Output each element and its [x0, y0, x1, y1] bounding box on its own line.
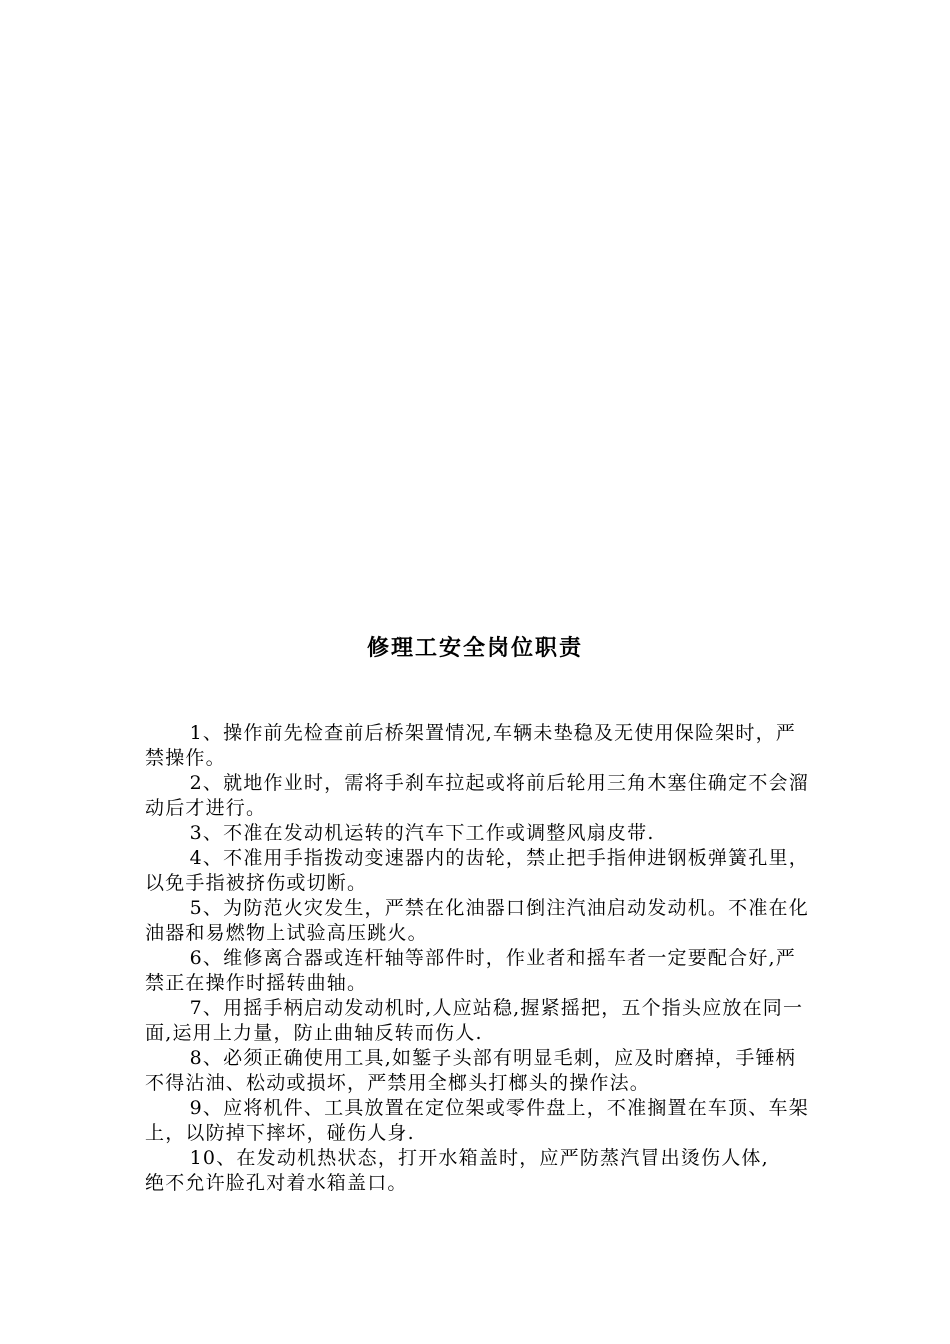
paragraph-5: 5、为防范火灾发生，严禁在化油器口倒注汽油启动发动机。不准在化油器和易燃物上试验高压跳火。: [145, 897, 809, 944]
paragraph-7: 7、用摇手柄启动发动机时,人应站稳,握紧摇把，五个指头应放在同一面,运用上力量，防止曲轴反转而伤人.: [145, 997, 804, 1044]
paragraph-2: 2、就地作业时，需将手刹车拉起或将前后轮用三角木塞住确定不会溜动后才进行。: [145, 772, 809, 819]
paragraph-9: 9、应将机件、工具放置在定位架或零件盘上，不准搁置在车顶、车架上，以防掉下摔坏，碰伤人身.: [145, 1097, 809, 1144]
document-body: [145, 721, 810, 1196]
closing-line: 绝不允许脸孔对着水箱盖口。: [145, 1172, 408, 1194]
paragraph-1: 1、操作前先检查前后桥架置情况,车辆未垫稳及无使用保险架时，严禁操作。: [145, 722, 796, 769]
paragraph-3: 3、不准在发动机运转的汽车下工作或调整风扇皮带.: [189, 822, 655, 844]
paragraph-8: 8、必须正确使用工具,如錾子头部有明显毛刺，应及时磨掉，手锤柄不得沾油、松动或损坏，严禁用全榔头打榔头的操作法。: [145, 1047, 796, 1094]
page-title: 修理工安全岗位职责: [366, 635, 583, 661]
paragraph-6: 6、维修离合器或连杆轴等部件时，作业者和摇车者一定要配合好,严禁正在操作时摇转曲轴。: [145, 947, 796, 994]
paragraph-4: 4、不准用手指拨动变速器内的齿轮，禁止把手指伸进钢板弹簧孔里，以免手指被挤伤或切断。: [145, 847, 809, 894]
paragraph-10: 10、在发动机热状态，打开水箱盖时，应严防蒸汽冒出烫伤人体,: [189, 1147, 769, 1169]
